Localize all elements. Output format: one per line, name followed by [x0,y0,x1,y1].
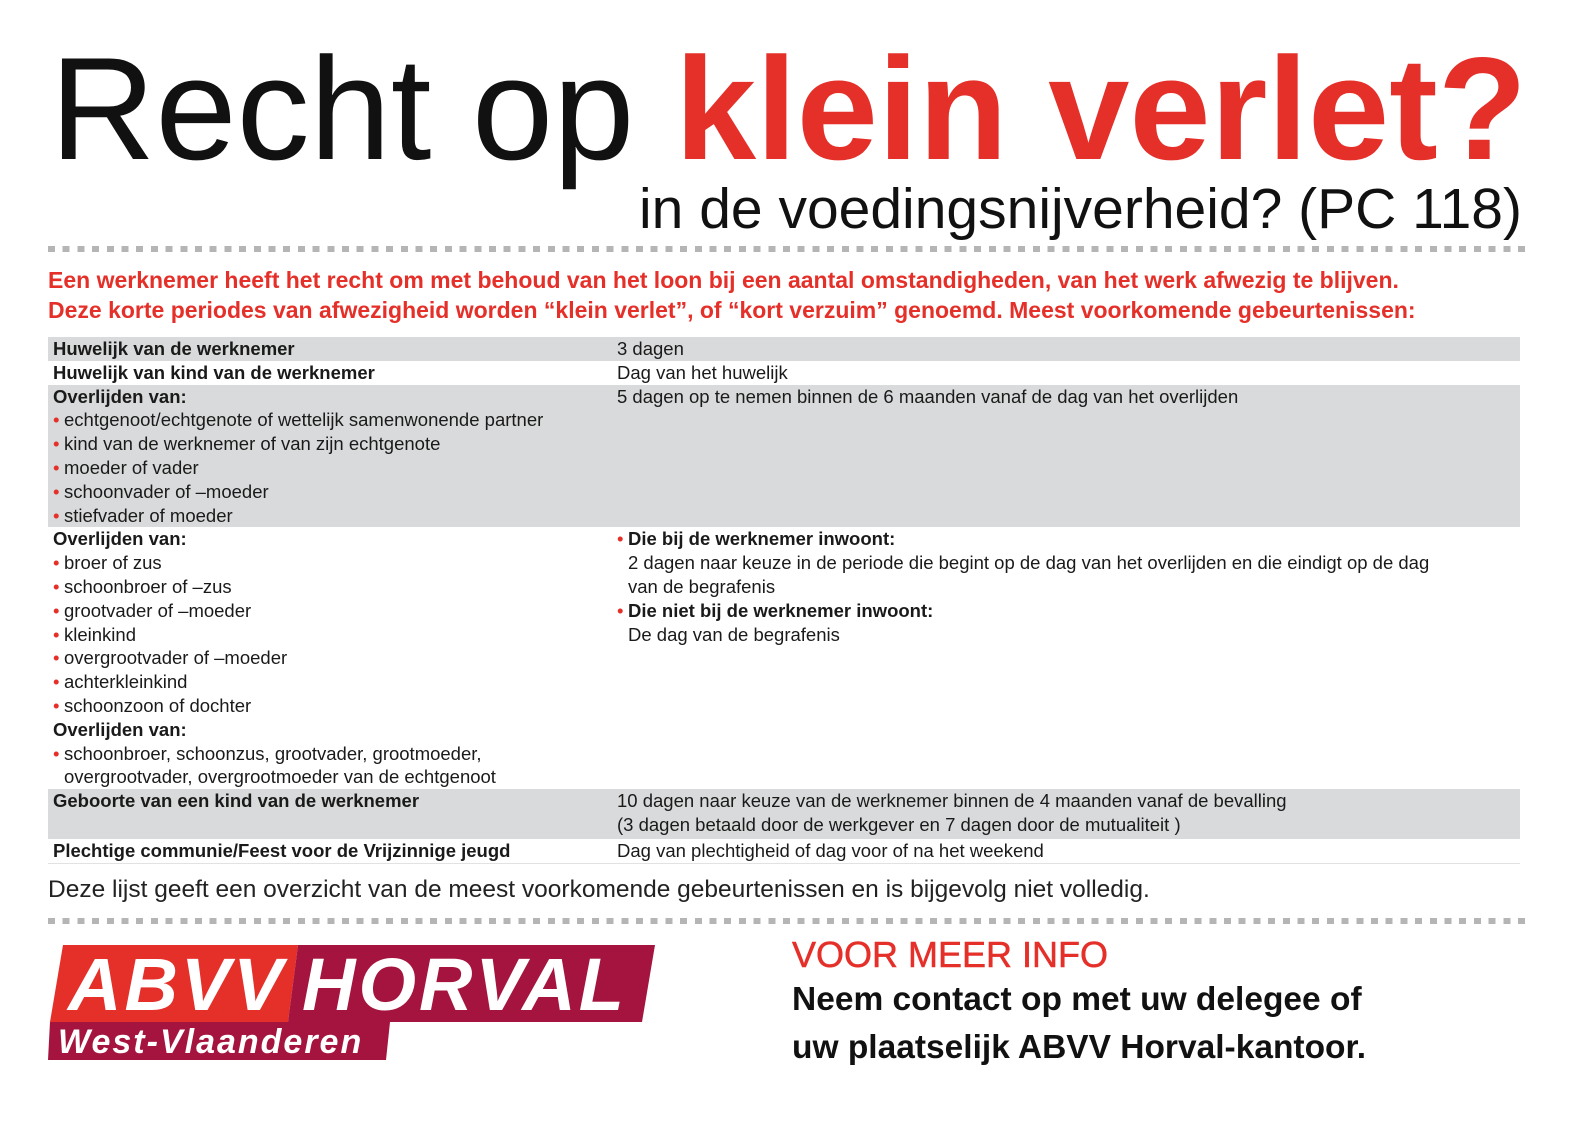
list-item: • overgrootvader of –moeder [53,646,612,670]
list-item [53,742,612,790]
row-event: Huwelijk van de werknemer [53,338,295,359]
row-entitlement: 3 dagen [617,338,684,359]
title-highlight: klein verlet? [674,27,1527,190]
table-row [48,839,1520,864]
contact-body [792,976,1366,1072]
intro-line-1: Een werknemer heeft het recht om met behoud van het loon bij een aantal omstandigheden, van het werk afwezig te blijven. [48,267,1399,293]
dotted-divider-top [48,246,1525,252]
table-row [48,527,1520,789]
list-item: • achterkleinkind [53,670,612,694]
row-entitlement-text: 10 dagen naar keuze van de werknemer binnen de 4 maanden vanaf de bevalling [617,790,1287,812]
case-label: • Die bij de werknemer inwoont: [628,528,896,550]
case-text: van de begrafenis [628,575,776,597]
list-item: • moeder of vader [53,456,612,480]
table-row [48,361,1520,385]
list-item: • schoonbroer of –zus [53,575,612,599]
case-item [617,527,1520,598]
row-event-heading-2: Overlijden van: [53,718,187,740]
page-title [50,27,1527,190]
list-item: • grootvader of –moeder [53,599,612,623]
case-text: De dag van de begrafenis [628,623,840,645]
row-entitlement [612,789,1520,837]
abvv-horval-logo [48,943,660,1063]
dotted-divider-bottom [48,918,1525,924]
list-item: • kleinkind [53,623,612,647]
list-item: • echtgenoot/echtgenote of wettelijk samenwonende partner [53,408,612,432]
list-item: • broer of zus [53,551,612,575]
row-entitlement-text: (3 dagen betaald door de werkgever en 7 dagen door de mutualiteit ) [617,813,1181,835]
list-item-line: • schoonbroer, schoonzus, grootvader, grootmoeder, [64,742,482,764]
page-subtitle: in de voedingsnijverheid? (PC 118) [639,177,1522,241]
contact-heading: VOOR MEER INFO [792,934,1109,975]
row-event-heading: Overlijden van: [53,385,187,407]
list-item: • stiefvader of moeder [53,504,612,528]
list-item: • schoonvader of –moeder [53,480,612,504]
case-item [617,599,1520,647]
table-row [48,337,1520,361]
logo-text-abvv: ABVV [68,943,286,1026]
row-event: Geboorte van een kind van de werknemer [53,790,420,812]
contact-info [792,935,1366,1072]
contact-line-1: Neem contact op met uw delegee of [792,981,1362,1018]
row-event: Plechtige communie/Feest voor de Vrijzinnige jeugd [53,839,511,861]
list-item: • kind van de werknemer of van zijn echtgenote [53,432,612,456]
row-entitlement-text: 5 dagen op te nemen binnen de 6 maanden vanaf de dag van het overlijden [617,385,1239,407]
case-label: • Die niet bij de werknemer inwoont: [628,599,934,621]
row-entitlement: Dag van plechtigheid of dag voor of na het weekend [617,839,1044,861]
intro-line-2: Deze korte periodes van afwezigheid worden “klein verlet”, of “kort verzuim” genoemd. Meest voorkomende gebeurtenissen: [48,297,1416,323]
list-item: • schoonzoon of dochter [53,694,612,718]
row-event: Huwelijk van kind van de werknemer [53,361,375,383]
row-event-heading: Overlijden van: [53,528,187,550]
table-row [48,789,1520,839]
row-event [48,385,612,528]
intro-text [48,265,1416,325]
list-item-line: overgrootvader, overgrootmoeder van de echtgenoot [64,766,496,788]
table-row [48,385,1520,528]
case-text: 2 dagen naar keuze in de periode die begint op de dag van het overlijden en die eindigt op de dag [628,552,1430,574]
logo-text-horval: HORVAL [302,943,627,1026]
row-entitlement: Dag van het huwelijk [617,361,788,383]
title-plain: Recht op [50,27,635,190]
contact-line-2: uw plaatselijk ABVV Horval-kantoor. [792,1029,1366,1066]
row-entitlement [612,527,1520,789]
logo-text-region: West-Vlaanderen [58,1023,364,1061]
row-entitlement [612,385,1520,528]
leave-table [48,337,1520,864]
disclaimer-note: Deze lijst geeft een overzicht van de meest voorkomende gebeurtenissen en is bijgevolg niet volledig. [48,876,1150,903]
row-event [48,527,612,789]
